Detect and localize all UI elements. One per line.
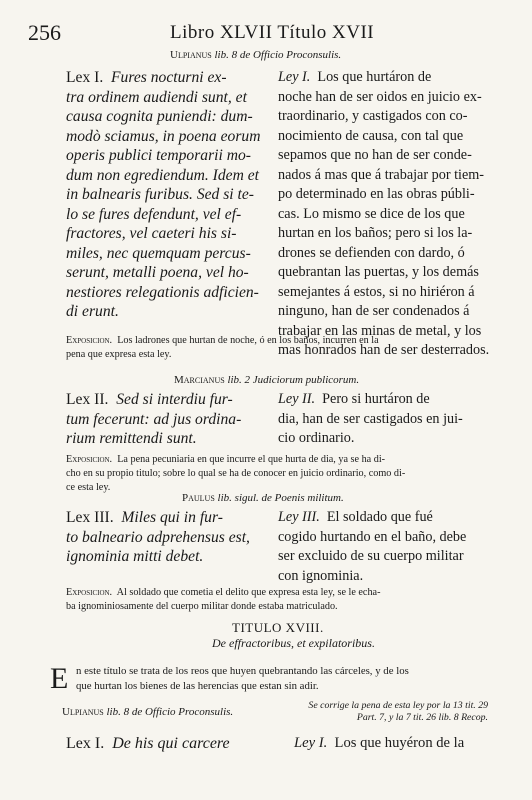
latin-line: rium remittendi sunt. (66, 430, 197, 447)
exposition-line: ce esta ley. (66, 482, 111, 493)
spanish-line: cio ordinario. (278, 430, 355, 446)
spanish-line: trabajar en las minas de metal, y los (278, 322, 482, 339)
latin-text: Miles qui in fur- (121, 509, 223, 526)
source-work: lib. 8 de Officio Proconsulis. (214, 49, 342, 61)
law-number: Lex I. (66, 735, 105, 752)
source-author: Ulpianus (170, 49, 212, 61)
spanish-line: ninguno, han de ser condenados á (278, 303, 470, 319)
section-heading: TITULO XVIII. (232, 620, 324, 635)
latin-line: operis publici temporarii mo- (66, 147, 251, 164)
exposition-line (66, 453, 405, 467)
spanish-line: semejantes á estos, si no hiriéron á (278, 283, 475, 300)
spanish-line: drones se defienden con dardo, ó (278, 244, 465, 261)
spanish-line: con ignominia. (278, 567, 364, 584)
latin-text: Sed si interdiu fur- (116, 391, 233, 408)
spanish-column (278, 68, 489, 361)
exposition-line: pena que expresa esta ley. (66, 349, 172, 360)
exposition-line (66, 334, 379, 348)
spanish-line: cogido hurtando en el baño, debe (278, 528, 467, 545)
exposition-label: Exposicion. (66, 454, 113, 465)
spanish-line: dia, han de ser castigados en jui- (278, 410, 463, 427)
spanish-text: Pero si hurtáron de (322, 391, 430, 407)
spanish-line: ser excluido de su cuerpo militar (278, 548, 464, 564)
spanish-text: Los que hurtáron de (317, 69, 432, 85)
latin-line: nestiores relegationis adficien- (66, 283, 259, 301)
drop-cap: E (50, 662, 69, 695)
law-number: Lex I. (66, 69, 104, 86)
spanish-line: hurtan en los baños; pero si los la- (278, 225, 473, 241)
law-number: Lex II. (66, 391, 109, 408)
exposition-line: ba ignominiosamente del cuerpo militar donde estaba matriculado. (66, 601, 338, 612)
latin-line: tum fecerunt: ad jus ordina- (66, 410, 242, 428)
latin-line: ignominia mitti debet. (66, 548, 204, 565)
running-head: Libro XLVII Título XVII (170, 22, 375, 43)
exposition-text: Al soldado que cometia el delito que expresa esta ley, se le echa- (116, 587, 381, 598)
spanish-line: mas honrados han de ser desterrados. (278, 342, 490, 358)
latin-text: Fures nocturni ex- (111, 69, 227, 86)
latin-line (66, 68, 260, 88)
exposition-label: Exposicion. (66, 335, 113, 346)
spanish-line: nocimiento de causa, con tal que (278, 127, 464, 144)
latin-line: fractores, vel caeteri his si- (66, 225, 237, 242)
law-number: Ley I. (294, 735, 328, 751)
exposition-text: La pena pecuniaria en que incurre el que hurta de dia, ya se ha di- (117, 454, 386, 465)
latin-line: modò sciamus, in poena eorum (66, 127, 261, 145)
law-number: Ley III. (278, 509, 320, 525)
spanish-line: sepamos que no han de ser conde- (278, 147, 472, 163)
law-number: Ley II. (278, 391, 316, 407)
spanish-text: Los que huyéron de la (334, 735, 465, 751)
latin-line: in balnearis furibus. Sed si te- (66, 186, 254, 203)
latin-line: serunt, metalli poena, vel ho- (66, 264, 249, 281)
latin-column (66, 390, 241, 449)
latin-line: miles, nec quemquam percus- (66, 244, 251, 262)
intro-line: que hurtan los bienes de las herencias que estan sin adir. (76, 680, 319, 692)
spanish-line (278, 390, 463, 410)
latin-line: tra ordinem audiendi sunt, et (66, 88, 247, 106)
exposition (66, 334, 379, 362)
exposition-line (66, 586, 380, 600)
source-author: Paulus (182, 492, 215, 504)
page-number: 256 (28, 20, 61, 45)
latin-line: to balneario adprehensus est, (66, 528, 250, 546)
spanish-column (294, 735, 464, 752)
note-line: Se corrige la pena de esta ley por la 13 tit. 29 (308, 700, 488, 711)
spanish-line: quebrantan las puertas, y los demás (278, 264, 479, 280)
spanish-line: nados á mas que á trabajar por tiem- (278, 166, 485, 183)
intro-line: n este título se trata de los reos que huyen quebrantando las cárceles, y de los (76, 665, 409, 677)
spanish-line: cas. Lo mismo se dice de los que (278, 205, 465, 222)
spanish-line (278, 68, 489, 88)
spanish-line: po determinado en las obras públi- (278, 186, 475, 202)
spanish-column (278, 508, 466, 586)
source-work: lib. sigul. de Poenis militum. (217, 492, 344, 504)
latin-column (66, 68, 260, 322)
spanish-line (278, 508, 466, 528)
spanish-text: El soldado que fué (326, 509, 433, 525)
source-author: Marcianus (174, 374, 225, 386)
latin-text: De his qui carcere (112, 735, 230, 752)
latin-line: lo se fures defendunt, vel ef- (66, 205, 242, 223)
source-work: lib. 8 de Officio Proconsulis. (106, 706, 234, 718)
exposition-line: cho en su propio titulo; sobre lo qual se ha de conocer en juicio ordinario, como di- (66, 468, 406, 479)
source-citation (170, 49, 341, 61)
latin-line: di erunt. (66, 303, 119, 320)
source-author: Ulpianus (62, 706, 104, 718)
spanish-line: noche han de ser oidos en juicio ex- (278, 88, 482, 105)
spanish-column (278, 390, 463, 449)
latin-line: dum non egrediendum. Idem et (66, 166, 259, 184)
exposition (66, 453, 405, 495)
latin-column (66, 508, 250, 567)
latin-line (66, 508, 250, 528)
source-citation (62, 706, 233, 718)
source-citation (174, 374, 359, 386)
intro-paragraph (76, 664, 409, 694)
exposition-text: Los ladrones que hurtan de noche, ó en los baños, incurren en la (117, 335, 379, 346)
latin-line: causa cognita puniendi: dum- (66, 108, 253, 125)
latin-line (66, 390, 241, 410)
source-work: lib. 2 Judiciorum publicorum. (227, 374, 360, 386)
law-number: Ley I. (278, 69, 311, 85)
exposition-label: Exposicion. (66, 587, 113, 598)
section-subtitle: De effractoribus, et expilatoribus. (212, 636, 375, 650)
note-line: Part. 7, y la 7 tit. 26 lib. 8 Recop. (356, 712, 488, 723)
law-number: Lex III. (66, 509, 114, 526)
latin-column (66, 735, 230, 753)
exposition (66, 586, 380, 614)
margin-note (270, 700, 488, 724)
spanish-line: traordinario, y castigados con co- (278, 108, 468, 124)
source-citation (182, 492, 344, 504)
